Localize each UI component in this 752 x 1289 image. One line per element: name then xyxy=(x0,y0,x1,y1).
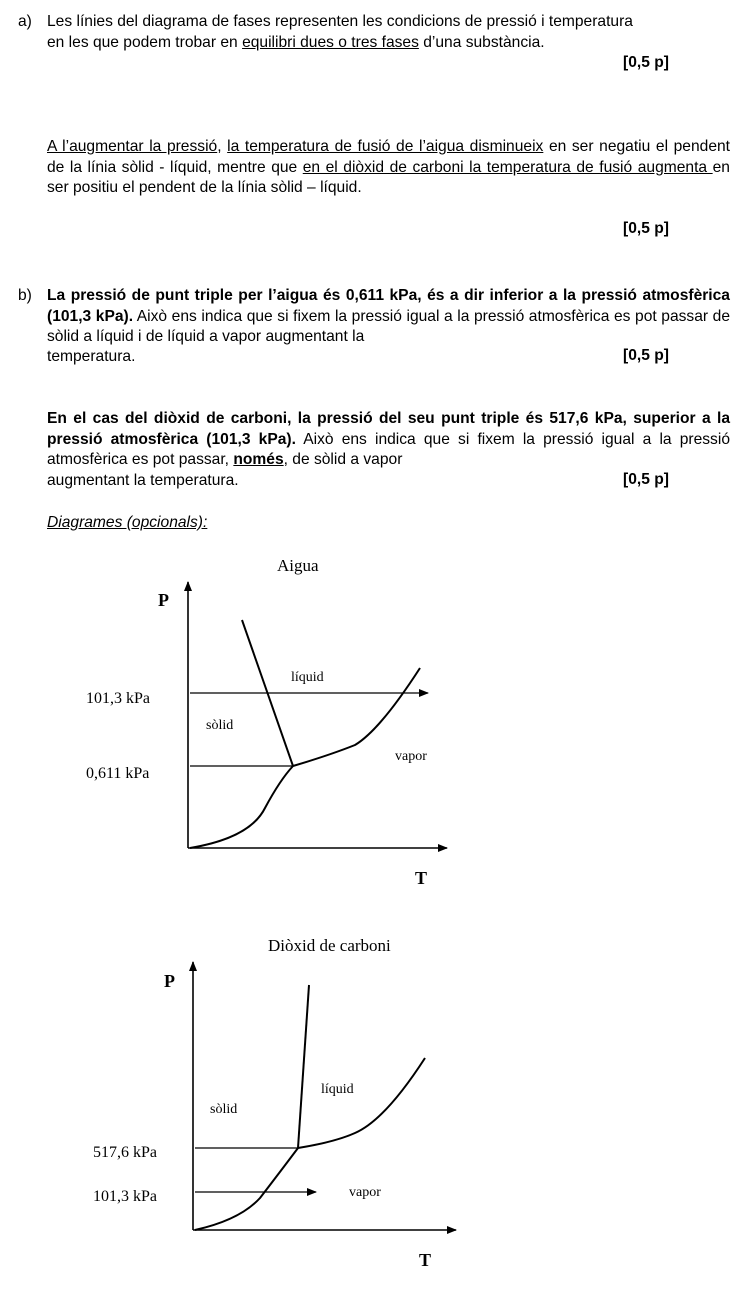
nomes-emphasis: només xyxy=(233,451,284,468)
water-y-axis-label: P xyxy=(158,590,169,610)
part-b-water-paragraph: La pressió de punt triple per l’aigua és 0,611 kPa, és a dir inferior a la pressió atmosfèrica (101,3 kPa). Això ens indica que si fixem la pressió igual a la pressió atmosfèrica es pot passar de sòlid a líquid i de líquid a vapor augmentant la xyxy=(47,287,730,345)
water-solid-label: sòlid xyxy=(206,718,234,733)
co2-liquid-label: líquid xyxy=(321,1082,354,1097)
co2-x-axis-label: T xyxy=(419,1250,432,1270)
co2-solid-vapor-curve xyxy=(195,1148,298,1230)
part-a-line-2: en les que podem trobar en equilibri dues o tres fases d’una substància. xyxy=(47,33,545,51)
part-b-letter: b) xyxy=(18,287,32,304)
diagrams-heading: Diagrames (opcionals): xyxy=(47,514,208,531)
co2-pressure-low-label: 101,3 kPa xyxy=(93,1188,157,1205)
co2-vapor-label: vapor xyxy=(349,1185,381,1200)
part-a-answer: A l’augmentar la pressió, la temperatura de fusió de l’aigua disminueix en ser negatiu el pendent de la línia sòlid - líquid, mentre que en el diòxid de carboni la temperatura de fusió augmenta en ser positiu el pendent de la línia sòlid – líquid. xyxy=(47,138,730,196)
part-a-score-2: [0,5 p] xyxy=(623,220,669,237)
equilibrium-phrase: equilibri dues o tres fases xyxy=(242,33,419,51)
part-b-water-last-line: temperatura. xyxy=(47,348,136,365)
water-vapor-label: vapor xyxy=(395,749,427,764)
co2-y-axis-label: P xyxy=(164,971,175,991)
part-b-co2-last-line: augmentant la temperatura. xyxy=(47,472,239,489)
water-title: Aigua xyxy=(277,556,319,575)
part-b-score-1: [0,5 p] xyxy=(623,347,669,364)
part-a-line-1: Les línies del diagrama de fases representen les condicions de pressió i temperatura xyxy=(47,13,633,30)
part-a-score-1: [0,5 p] xyxy=(623,54,669,71)
part-b-score-2: [0,5 p] xyxy=(623,471,669,488)
water-pressure-low-label: 0,611 kPa xyxy=(86,765,150,782)
part-a-letter: a) xyxy=(18,13,32,30)
co2-solid-liquid-curve xyxy=(298,985,309,1148)
part-b-co2-paragraph: En el cas del diòxid de carboni, la pressió del seu punt triple és 517,6 kPa, superior a la pressió atmosfèrica (101,3 kPa). Això ens indica que si fixem la pressió igual a la pressió atmosfèrica es pot passar, només, de sòlid a vapor xyxy=(47,410,730,468)
water-pressure-high-label: 101,3 kPa xyxy=(86,690,150,707)
water-liquid-label: líquid xyxy=(291,670,324,685)
water-phase-diagram xyxy=(188,582,447,848)
co2-title: Diòxid de carboni xyxy=(268,936,391,955)
co2-liquid-vapor-curve xyxy=(298,1058,425,1148)
co2-pressure-high-label: 517,6 kPa xyxy=(93,1144,157,1161)
water-solid-vapor-curve xyxy=(190,766,293,848)
co2-solid-label: sòlid xyxy=(210,1102,238,1117)
water-x-axis-label: T xyxy=(415,868,428,888)
